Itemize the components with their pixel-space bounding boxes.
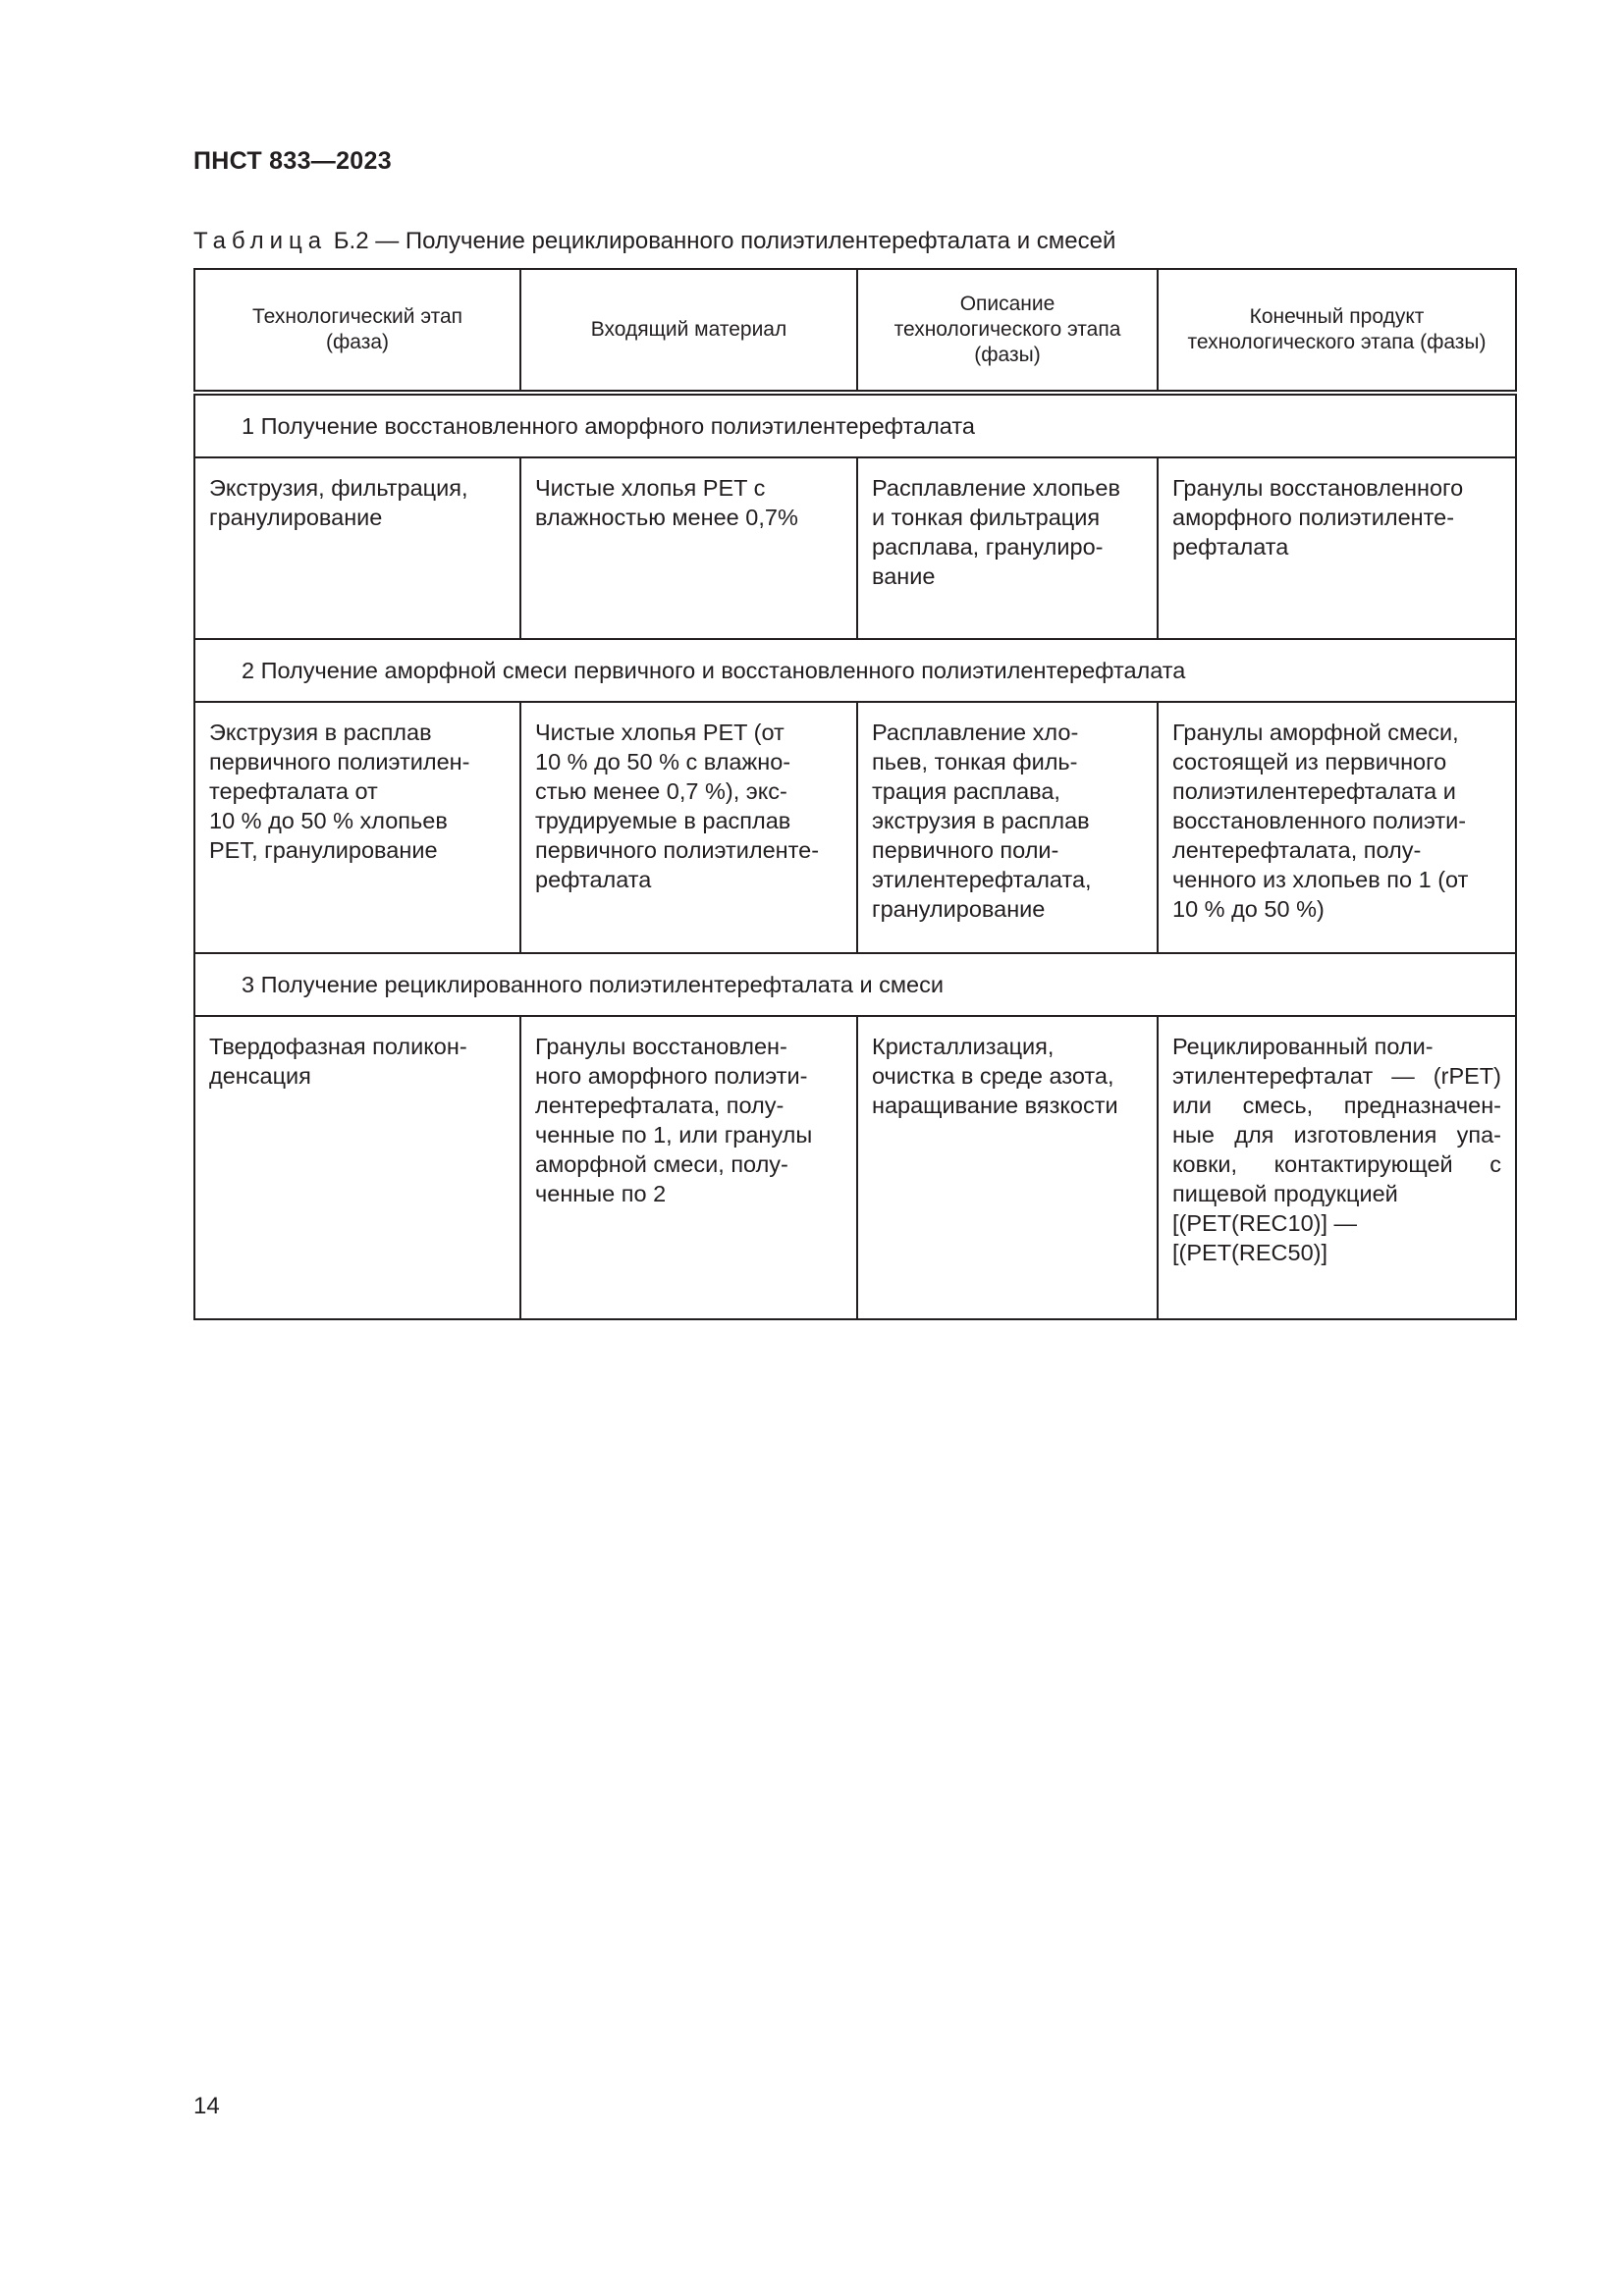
cell-line: 10 % до 50 % с влажно- [535, 749, 791, 774]
cell-stage [194, 702, 520, 953]
page-number: 14 [193, 2093, 220, 2119]
header-line: Входящий материал [590, 318, 787, 341]
cell-line: Чистые хлопья PET (от [535, 720, 785, 745]
cell-line: этилентерефталат — (rPET) [1172, 1063, 1501, 1089]
cell-line: и тонкая фильтрация [872, 505, 1101, 530]
cell-line: Рециклированный поли- [1172, 1034, 1434, 1059]
cell-final-product [1158, 1016, 1516, 1319]
cell-line: трация расплава, [872, 778, 1060, 804]
table-row [194, 457, 1516, 639]
cell-final-product [1158, 457, 1516, 639]
cell-description [857, 457, 1158, 639]
cell-line: рефталата [1172, 534, 1289, 560]
cell-line: рефталата [535, 867, 652, 892]
cell-line: ные для изготовления упа- [1172, 1122, 1501, 1148]
cell-line: терефталата от [209, 778, 378, 804]
table-caption [193, 228, 1115, 255]
cell-line: восстановленного полиэти- [1172, 808, 1467, 833]
header-line: Описание [959, 293, 1056, 315]
cell-input-material [520, 1016, 857, 1319]
cell-line: этилентерефталата, [872, 867, 1092, 892]
cell-line: пьев, тонкая филь- [872, 749, 1078, 774]
cell-line: 10 % до 50 %) [1172, 896, 1325, 922]
cell-line: Гранулы аморфной смеси, [1172, 720, 1459, 745]
cell-line: ченные по 2 [535, 1181, 667, 1206]
cell-line: стью менее 0,7 %), экс- [535, 778, 787, 804]
header-cell-stage [194, 269, 520, 393]
header-cell-final-product [1158, 269, 1516, 393]
cell-line: ченного из хлопьев по 1 (от [1172, 867, 1469, 892]
cell-line: Экструзия в расплав [209, 720, 432, 745]
cell-line: наращивание вязкости [872, 1093, 1118, 1118]
cell-line: гранулирование [872, 896, 1046, 922]
table-row [194, 702, 1516, 953]
cell-line: Экструзия, фильтрация, [209, 475, 468, 501]
section-title-2: 2 Получение аморфной смеси первичного и восстановленного полиэтилентерефталата [194, 639, 1516, 702]
header-cell-input-material [520, 269, 857, 393]
cell-line: Расплавление хлопьев [872, 475, 1120, 501]
cell-line: лентерефталата, полу- [1172, 837, 1422, 863]
table-header-row [194, 269, 1516, 393]
table-caption-prefix: Таблица [193, 228, 328, 254]
header-line: (фаза) [325, 331, 389, 353]
section-row-1 [194, 393, 1516, 457]
cell-stage [194, 1016, 520, 1319]
header-cell-description [857, 269, 1158, 393]
cell-line: первичного полиэтиленте- [535, 837, 820, 863]
cell-line: [(PET(REC50)] [1172, 1240, 1327, 1265]
header-line: Конечный продукт [1249, 305, 1425, 328]
process-table [193, 268, 1517, 1320]
table-caption-text: Б.2 — Получение рециклированного полиэтилентерефталата и смесей [327, 228, 1116, 254]
section-row-3 [194, 953, 1516, 1016]
cell-description [857, 702, 1158, 953]
table-row [194, 1016, 1516, 1319]
cell-line: вание [872, 563, 936, 589]
cell-line: [(PET(REC10)] — [1172, 1210, 1358, 1236]
table-container [193, 268, 1515, 1320]
cell-line: очистка в среде азота, [872, 1063, 1114, 1089]
cell-line: 10 % до 50 % хлопьев [209, 808, 448, 833]
cell-description [857, 1016, 1158, 1319]
cell-line: Твердофазная поликон- [209, 1034, 467, 1059]
cell-line: трудируемые в расплав [535, 808, 791, 833]
cell-line: первичного поли- [872, 837, 1059, 863]
cell-line: Кристаллизация, [872, 1034, 1055, 1059]
cell-line: лентерефталата, полу- [535, 1093, 785, 1118]
cell-line: состоящей из первичного [1172, 749, 1447, 774]
cell-line: влажностью менее 0,7% [535, 505, 798, 530]
cell-line: Гранулы восстановлен- [535, 1034, 787, 1059]
cell-line: Гранулы восстановленного [1172, 475, 1464, 501]
cell-line: PET, гранулирование [209, 837, 438, 863]
cell-line: полиэтилентерефталата и [1172, 778, 1456, 804]
cell-line: аморфной смеси, полу- [535, 1151, 788, 1177]
cell-line: ковки, контактирующей с [1172, 1151, 1501, 1177]
cell-line: пищевой продукцией [1172, 1181, 1398, 1206]
document-code: ПНСТ 833—2023 [193, 147, 392, 175]
cell-line: ченные по 1, или гранулы [535, 1122, 813, 1148]
cell-line: Расплавление хло- [872, 720, 1079, 745]
cell-line: гранулирование [209, 505, 383, 530]
header-line: технологического этапа [893, 318, 1121, 341]
header-line: (фазы) [974, 344, 1041, 366]
cell-line: аморфного полиэтиленте- [1172, 505, 1455, 530]
cell-final-product [1158, 702, 1516, 953]
section-row-2 [194, 639, 1516, 702]
header-line: Технологический этап [251, 305, 463, 328]
cell-line: расплава, гранулиро- [872, 534, 1104, 560]
header-line: технологического этапа (фазы) [1187, 331, 1487, 353]
section-title-3: 3 Получение рециклированного полиэтилентерефталата и смеси [194, 953, 1516, 1016]
cell-stage [194, 457, 520, 639]
cell-line: ного аморфного полиэти- [535, 1063, 808, 1089]
cell-line: или смесь, предназначен- [1172, 1093, 1501, 1118]
cell-line: денсация [209, 1063, 311, 1089]
cell-line: первичного полиэтилен- [209, 749, 470, 774]
cell-input-material [520, 457, 857, 639]
section-title-1: 1 Получение восстановленного аморфного полиэтилентерефталата [194, 393, 1516, 457]
cell-input-material [520, 702, 857, 953]
cell-line: экструзия в расплав [872, 808, 1090, 833]
cell-line: Чистые хлопья PET с [535, 475, 766, 501]
